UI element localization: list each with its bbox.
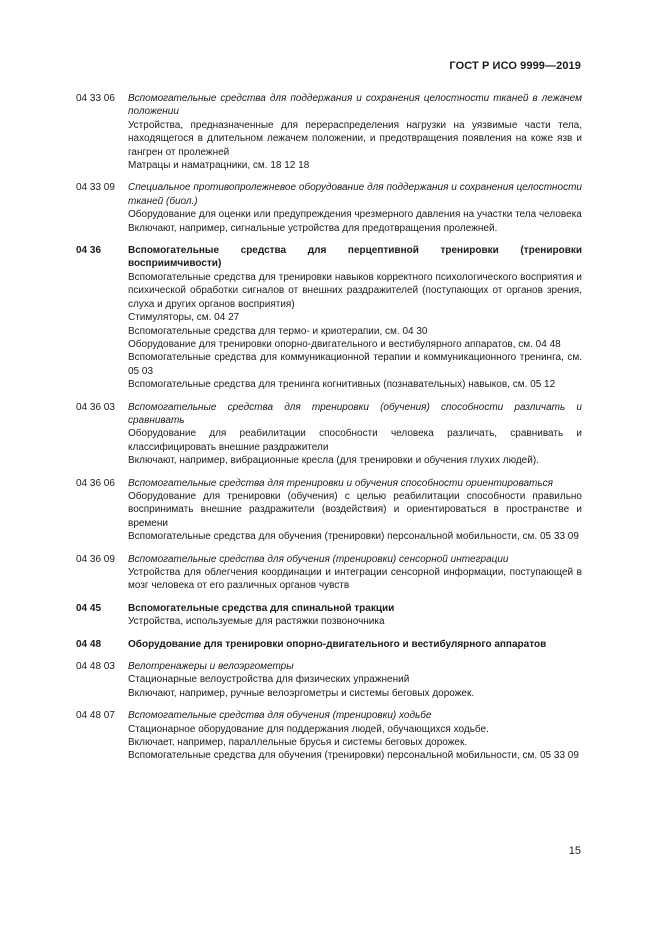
entry-note: Включают, например, сигнальные устройства для предотвращения пролежней. (128, 222, 498, 234)
entry-code: 04 36 06 (76, 477, 115, 489)
entry-04-36 (76, 244, 582, 391)
entry-title: Вспомогательные средства для обучения (тренировки) ходьбе (128, 710, 432, 722)
entry-title: Вспомогательные средства для обучения (тренировки) сенсорной интеграции (128, 553, 509, 565)
entry-04-36-06 (76, 477, 582, 544)
entry-reference: Вспомогательные средства для тренинга когнитивных (познавательных) навыков, см. 05 12 (128, 379, 556, 391)
entry-code: 04 33 09 (76, 182, 115, 194)
entry-04-33-06 (76, 92, 582, 172)
entry-code: 04 36 09 (76, 553, 115, 565)
entry-description: Стационарные велоустройства для физических упражнений (128, 674, 410, 686)
entry-title: Велотренажеры и велоэргометры (128, 661, 294, 673)
entry-note: Включают, например, вибрационные кресла (для тренировки и обучения глухих людей). (128, 455, 539, 467)
entry-description: Оборудование для оценки или предупреждения чрезмерного давления на участки тела человека (128, 209, 582, 221)
entry-note: Включают, например, ручные велоэргометры и системы беговых дорожек. (128, 687, 475, 699)
entry-description: Устройства, используемые для растяжки позвоночника (128, 616, 385, 628)
entry-reference: Стимуляторы, см. 04 27 (128, 312, 240, 324)
page-number: 15 (568, 845, 581, 857)
entry-code: 04 48 07 (76, 710, 115, 722)
entry-04-48 (76, 638, 582, 651)
entry-description: Оборудование для тренировки (обучения) с целью реабилитации способности правильно воспринимать внешние раздражители (воздействия) и ориентироваться в пространстве и времени (128, 490, 582, 529)
entry-description: Устройства, предназначенные для перераспределения нагрузки на уязвимые части тела, находящегося в длительном лежачем положении, и предотвращения появления на коже язв и гангрен от пролежней (128, 119, 582, 158)
entry-code: 04 48 (76, 638, 102, 650)
entry-title: Вспомогательные средства для тренировки (обучения) способности различать и сравнивать (128, 401, 582, 426)
entry-title: Вспомогательные средства для перцептивной тренировки (тренировки восприимчивости) (128, 245, 582, 270)
classification-list (76, 92, 582, 772)
entry-reference: Вспомогательные средства для термо- и криотерапии, см. 04 30 (128, 325, 428, 337)
entry-description: Оборудование для реабилитации способности человека различать, сравнивать и классифицировать внешние раздражители (128, 428, 582, 453)
entry-code: 04 36 03 (76, 401, 115, 413)
entry-reference: Матрацы и наматрацники, см. 18 12 18 (128, 160, 310, 172)
document-header: ГОСТ Р ИСО 9999—2019 (449, 60, 581, 72)
entry-note: Включает, например, параллельные брусья и системы беговых дорожек. (128, 737, 468, 749)
entry-code: 04 33 06 (76, 93, 115, 104)
entry-code: 04 48 03 (76, 661, 115, 673)
entry-reference: Вспомогательные средства для обучения (тренировки) персональной мобильности, см. 05 33 09 (128, 531, 579, 543)
entry-04-36-09 (76, 553, 582, 593)
entry-description: Вспомогательные средства для тренировки навыков корректного психологического восприятия и психической обработки сигналов от внешних раздражителей (поступающих от органов зрения, слуха и других органов восприятия) (128, 271, 582, 310)
entry-description: Стационарное оборудование для поддержания людей, обучающихся ходьбе. (128, 723, 489, 735)
entry-04-45 (76, 602, 582, 629)
entry-04-48-07 (76, 709, 582, 763)
entry-reference: Оборудование для тренировки опорно-двигательного и вестибулярного аппаратов, см. 04 48 (128, 338, 561, 350)
entry-title: Вспомогательные средства для спинальной тракции (128, 602, 395, 614)
entry-title: Специальное противопролежневое оборудование для поддержания и сохранения целостности тканей (биол.) (128, 182, 582, 207)
entry-04-36-03 (76, 401, 582, 468)
entry-code: 04 45 (76, 602, 102, 614)
entry-reference: Вспомогательные средства для обучения (тренировки) персональной мобильности, см. 05 33 09 (128, 750, 579, 762)
entry-04-48-03 (76, 660, 582, 700)
entry-title: Вспомогательные средства для поддержания и сохранения целостности тканей в лежачем положении (128, 93, 582, 118)
entry-title: Оборудование для тренировки опорно-двигательного и вестибулярного аппаратов (128, 638, 547, 650)
entry-04-33-09 (76, 181, 582, 235)
entry-title: Вспомогательные средства для тренировки и обучения способности ориентироваться (128, 477, 553, 489)
entry-code: 04 36 (76, 245, 102, 257)
entry-reference: Вспомогательные средства для коммуникационной терапии и коммуникационного тренинга, см. 05 03 (128, 352, 582, 377)
entry-description: Устройства для облегчения координации и интеграции сенсорной информации, поступающей в мозг человека от его различных органов чувств (128, 567, 582, 592)
